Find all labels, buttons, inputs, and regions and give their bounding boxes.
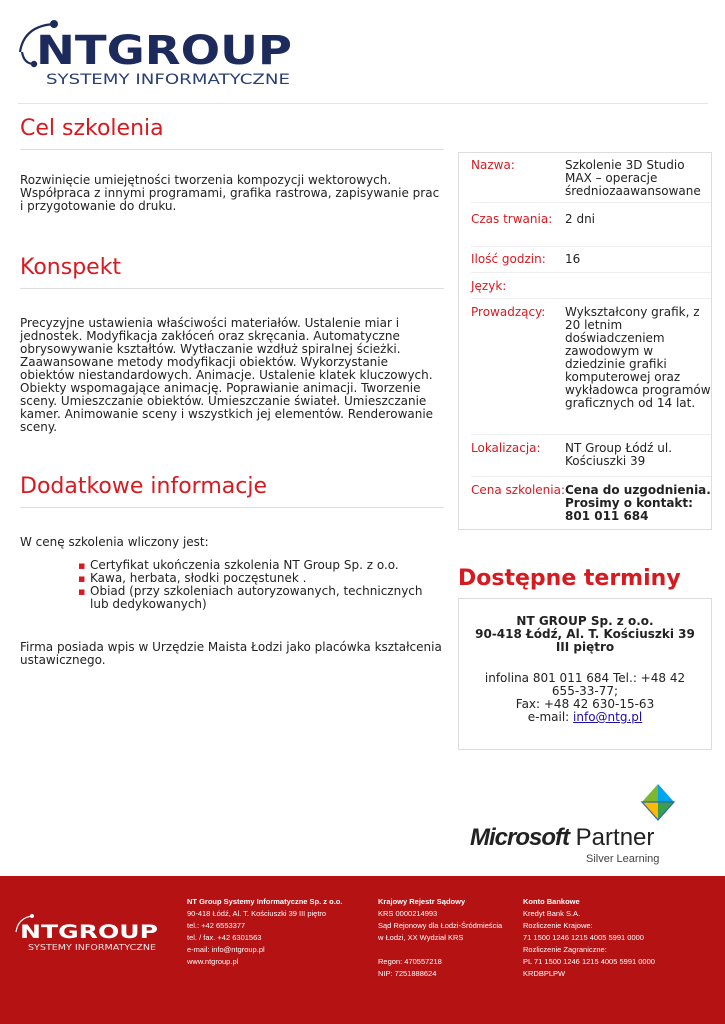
page-footer: [0, 876, 725, 1024]
section-title-konspekt: Konspekt: [20, 255, 444, 289]
logo-wordmark: NTGROUP: [36, 28, 292, 74]
contact-email-label: e-mail:: [527, 710, 570, 724]
contact-company: NT GROUP Sp. z o.o.: [516, 614, 654, 628]
info-label: Lokalizacja:: [471, 441, 541, 455]
logo-tagline: SYSTEMY INFORMATYCZNE: [46, 72, 290, 88]
contact-email-link[interactable]: info@ntg.pl: [573, 710, 643, 724]
dodatkowe-intro: W cenę szkolenia wliczony jest:: [20, 535, 209, 549]
info-label: Czas trwania:: [471, 212, 553, 226]
footer-line: Rozliczenie Zagraniczne:: [523, 945, 607, 954]
footer-heading: Konto Bankowe: [523, 897, 580, 906]
footer-logo-tagline: SYSTEMY INFORMATYCZNE: [28, 943, 156, 952]
footer-bank-info: [523, 896, 655, 980]
main-content: [20, 116, 444, 667]
contact-floor: III piętro: [555, 640, 615, 654]
footer-heading: Krajowy Rejestr Sądowy: [378, 897, 466, 906]
info-value: Szkolenie 3D Studio MAX – operacje średniozaawansowane: [565, 158, 701, 198]
footer-line: tel.: +42 6553377: [187, 921, 246, 930]
info-value: [565, 280, 711, 298]
ms-partner-word: Partner: [575, 824, 655, 851]
cel-text: Rozwinięcie umiejętności tworzenia kompozycji wektorowych. Współpraca z innymi programami, grafika rastrowa, zapisywanie prac i przygotowanie do druku.: [20, 173, 440, 213]
footer-logo-wordmark: NTGROUP: [20, 921, 159, 943]
konspekt-text: Precyzyjne ustawienia właściwości materiałów. Ustalenie miar i jednostek. Modyfikacja zakłóceń oraz skręcania. Automatyczne obrysowywanie kształtów. Wytłaczanie wzdłuż spiralnej ścieżki. Zaawansowane metody modyfikacji obiektów. Wykorzystanie obiektów niestandardowych. Animacje. Ustalenie klatek kluczowych. Obiekty wspomagające animację. Poprawianie animacji. Tworzenie sceny. Umieszczanie obiektów. Umieszczanie świateł. Umieszczanie kamer. Animowanie sceny i wszystkich jej elementów. Renderowanie sceny.: [20, 316, 434, 434]
info-row-jezyk: [471, 273, 711, 299]
footer-line: PL 71 1500 1246 1215 4005 5991 0000: [523, 957, 655, 966]
contact-email-line: [467, 711, 703, 724]
header-divider: [18, 103, 708, 104]
list-item: ▪ Certyfikat ukończenia szkolenia NT Group Sp. z o.o.: [78, 559, 444, 572]
info-value: NT Group Łódź ul. Kościuszki 39: [565, 441, 673, 468]
contact-address: 90-418 Łódź, Al. T. Kościuszki 39: [475, 627, 695, 641]
course-info-table: [458, 152, 712, 530]
footer-line: www.ntgroup.pl: [187, 957, 239, 966]
info-row-czas: [471, 203, 711, 247]
footer-line: NIP: 7251888624: [378, 969, 437, 978]
footer-line: Regon: 470557218: [378, 957, 442, 966]
ms-brand: Microsoft: [470, 824, 569, 851]
microsoft-partner-logo: [470, 824, 654, 852]
footer-line: KRS 0000214993: [378, 909, 438, 918]
contact-fax: Fax: +48 42 630-15-63: [515, 697, 655, 711]
info-label: Prowadzący:: [471, 305, 546, 319]
list-item: ▪ Kawa, herbata, słodki poczęstunek .: [78, 572, 444, 585]
footer-line: 71 1500 1246 1215 4005 5991 0000: [523, 933, 644, 942]
info-row-ilosc: [471, 247, 711, 273]
info-value: 2 dni: [565, 212, 596, 226]
footer-line: Sąd Rejonowy dla Łodzi-Śródmieścia: [378, 921, 503, 930]
section-title-cel: Cel szkolenia: [20, 116, 444, 150]
info-value: Cena do uzgodnienia. Prosimy o kontakt: 801 011 684: [565, 483, 711, 523]
list-item: ▪ Obiad (przy szkoleniach autoryzowanych, technicznych lub dedykowanych): [78, 585, 444, 611]
footer-line: e-mail: info@ntgroup.pl: [187, 945, 265, 954]
footer-line: w Łodzi, XX Wydział KRS: [378, 933, 464, 942]
ms-partner-level: Silver Learning: [586, 853, 660, 865]
footer-line: Kredyt Bank S.A.: [523, 909, 581, 918]
footer-heading: NT Group Systemy Informatyczne Sp. z o.o.: [187, 897, 343, 906]
footer-line: KRDBPLPW: [523, 969, 566, 978]
info-value: 16: [565, 252, 581, 266]
info-label: Ilość godzin:: [471, 252, 546, 266]
footer-line: tel. / fax. +42 6301563: [187, 933, 262, 942]
info-row-cena: [471, 477, 711, 523]
info-label: Cena szkolenia:: [471, 483, 566, 497]
contact-phones: infolina 801 011 684 Tel.: +48 42 655-33-77;: [484, 671, 686, 698]
microsoft-partner-badge-icon: [636, 780, 680, 824]
section-title-dodatkowe: Dodatkowe informacje: [20, 474, 444, 508]
info-row-lokalizacja: [471, 435, 711, 477]
section-title-terminy: Dostępne terminy: [458, 566, 681, 591]
footer-spacer: [378, 944, 502, 956]
info-row-nazwa: [471, 159, 711, 203]
info-value: Wykształcony grafik, z 20 letnim doświadczeniem zawodowym w dziedzinie grafiki komputerowej oraz wykładowca programów graficznych od 14 lat.: [565, 305, 711, 410]
footer-logo: [12, 912, 162, 962]
included-list: [78, 559, 444, 611]
contact-box: [458, 598, 712, 750]
footer-registry-info: [378, 896, 502, 980]
footer-line: 90-418 Łódź, Al. T. Kościuszki 39 III piętro: [187, 909, 327, 918]
ntgroup-logo: [14, 14, 304, 94]
dodatkowe-note: Firma posiada wpis w Urzędzie Maista Łodzi jako placówka kształcenia ustawicznego.: [20, 640, 442, 667]
info-row-prowadzacy: [471, 299, 711, 435]
info-label: Język:: [471, 279, 507, 293]
info-label: Nazwa:: [471, 158, 515, 172]
footer-line: Rozliczenie Krajowe:: [523, 921, 593, 930]
footer-company-info: [187, 896, 342, 968]
